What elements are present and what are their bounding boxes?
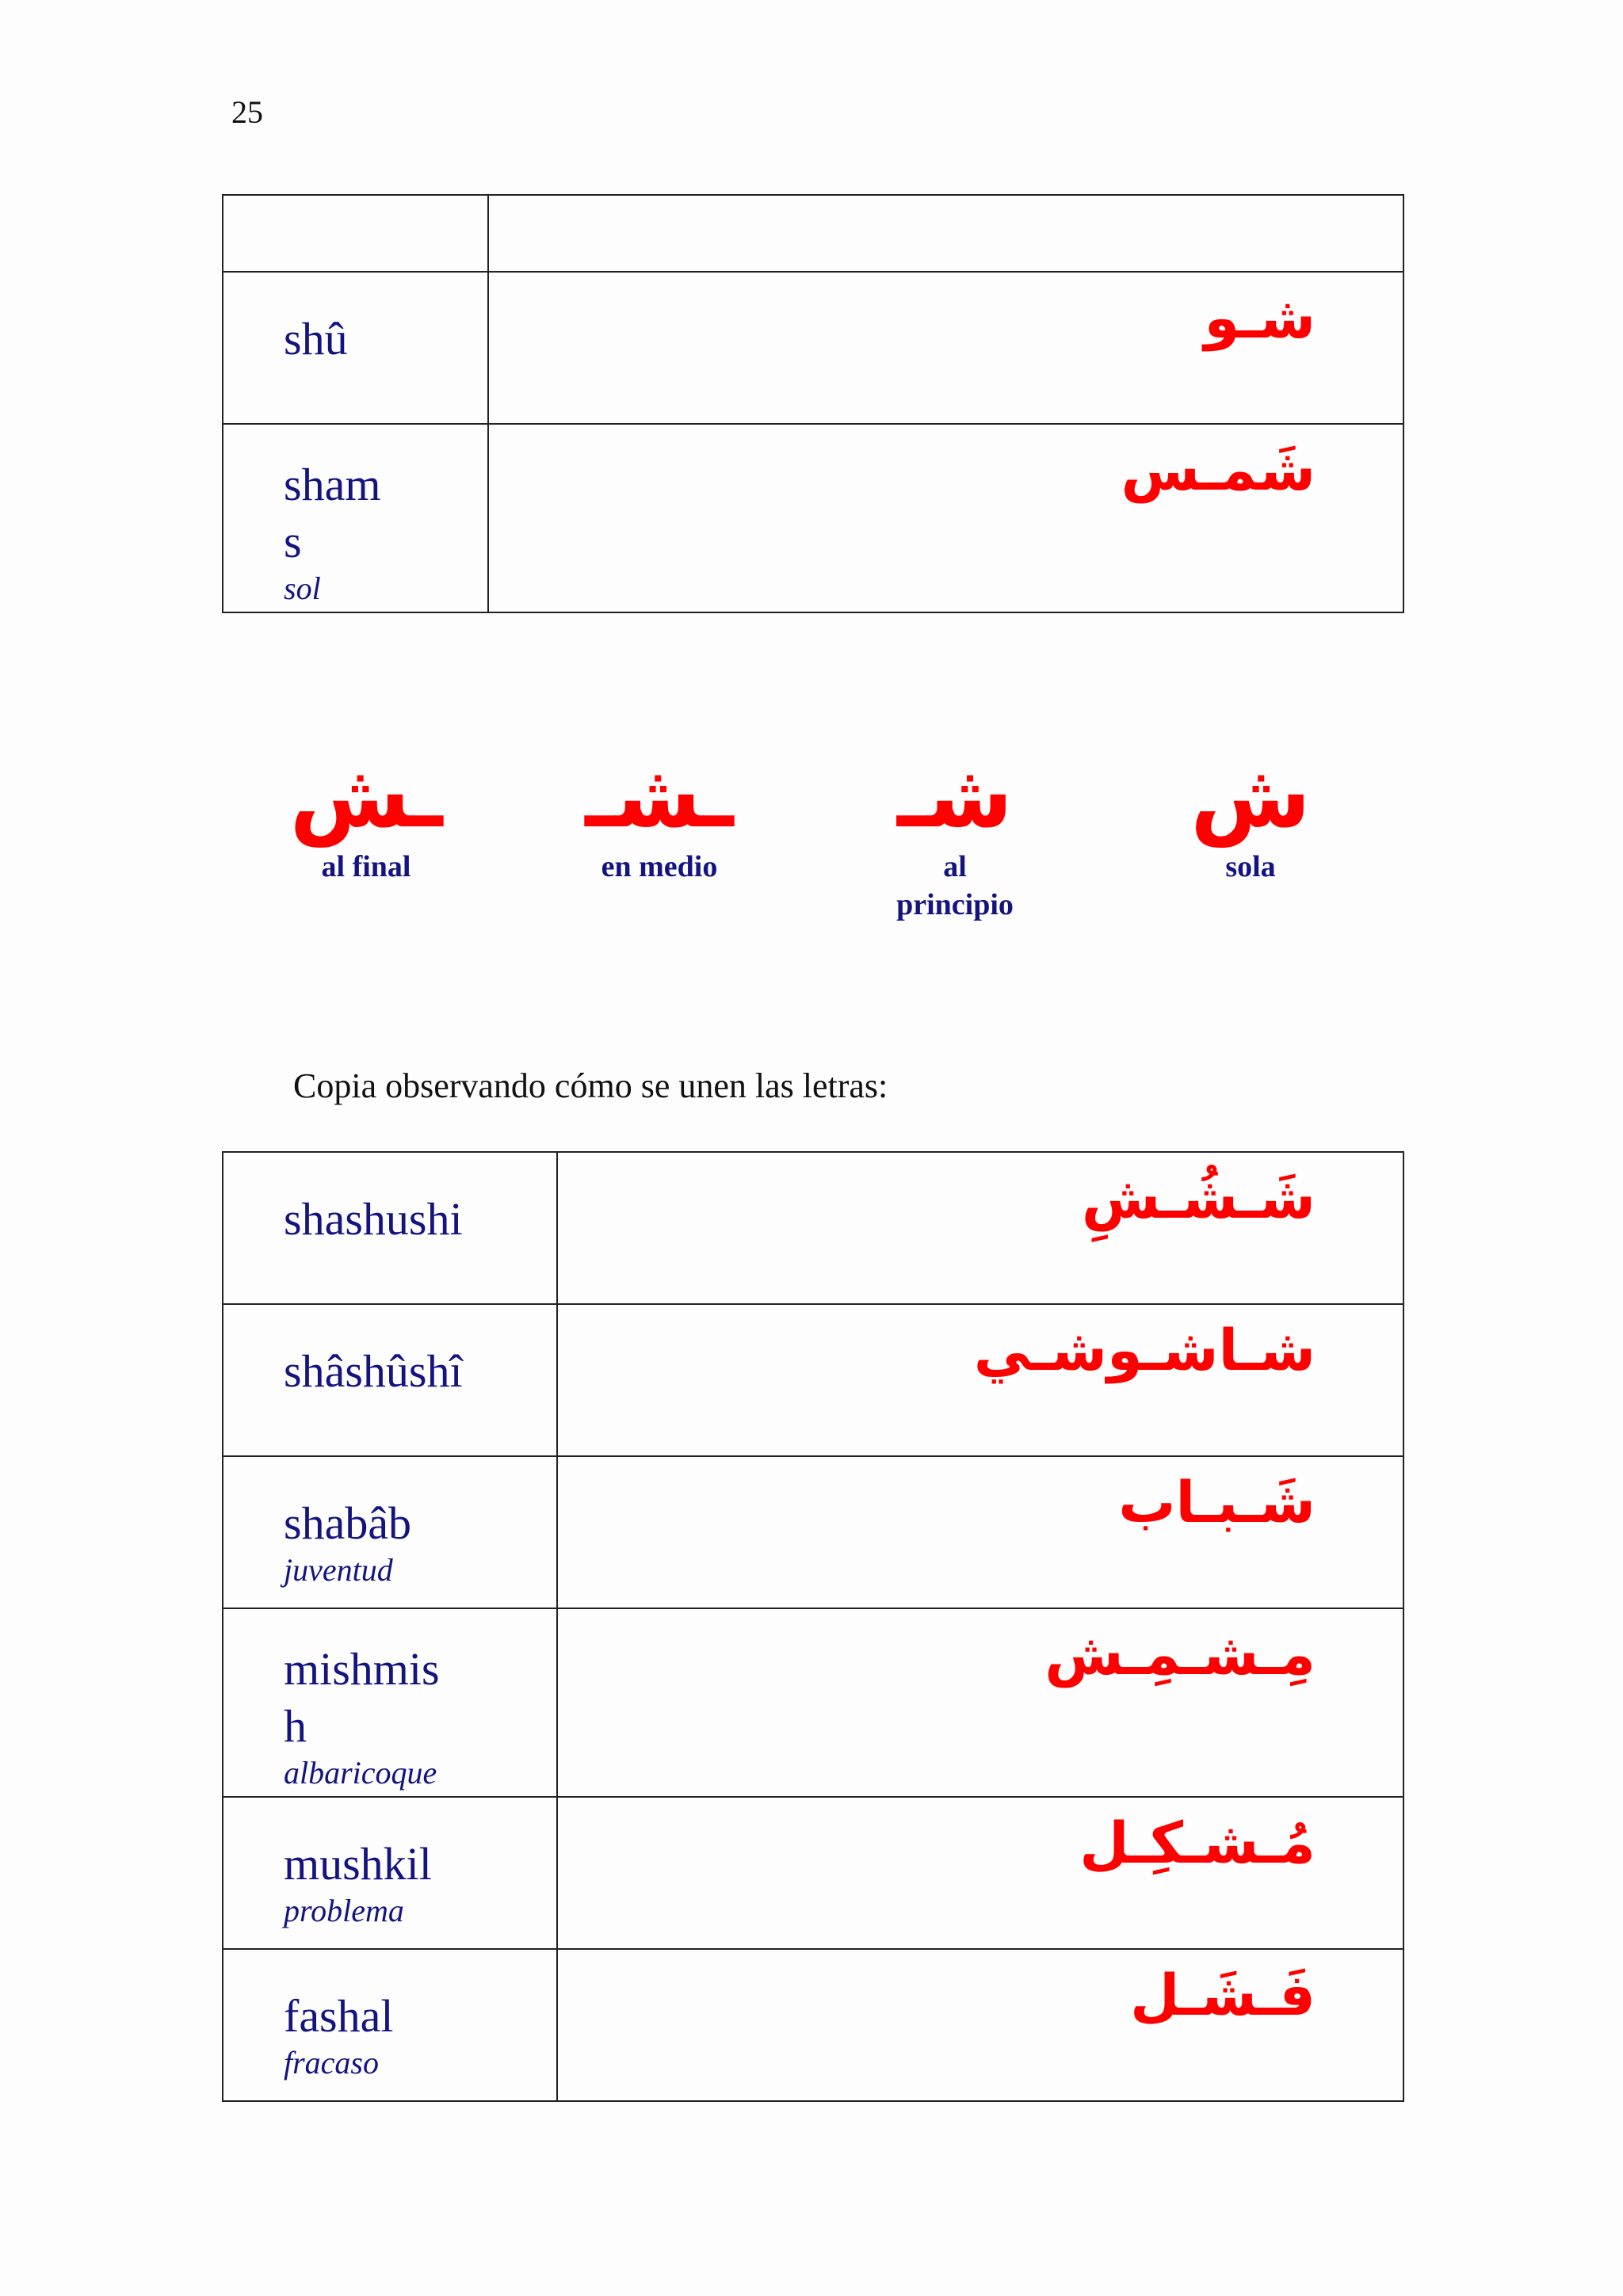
translit: shashushi [284,1193,463,1245]
translit-cell [223,272,488,424]
arabic-word: شَـشُـشِ [1081,1165,1316,1231]
writing-cell[interactable] [488,272,1403,424]
arabic-word: شَـبـاب [1118,1469,1316,1535]
arabic-word: مُـشـكِـل [1079,1810,1316,1876]
table-row [223,1608,1403,1797]
arabic-word: شـاشـوشـي [973,1317,1316,1383]
letter-form-initial [852,745,1058,924]
gloss: juventud [284,1552,393,1588]
arabic-word: شَمـس [1121,437,1316,503]
translit [223,196,487,234]
arabic-letter: شـ [897,746,1013,847]
translit: mishmis h [284,1643,440,1752]
translit-cell [223,1949,557,2101]
arabic-word: شـو [1204,284,1316,351]
table-row [223,1456,1403,1608]
gloss: albaricoque [284,1755,437,1791]
translit: sham s [284,459,381,567]
table-row [223,1949,1403,2101]
translit-cell [223,1152,557,1304]
letter-form-final [263,745,469,886]
translit: shû [284,313,348,364]
form-label: sola [1225,850,1276,883]
writing-cell[interactable] [557,1797,1403,1949]
arabic-word: مِـشـمِـش [1044,1621,1316,1688]
translit: shâshûshî [284,1345,463,1397]
arabic-letter: ش [1190,746,1311,847]
letter-form-isolated [1148,745,1354,886]
arabic-letter: ـش [289,746,443,847]
gloss: fracaso [284,2045,379,2081]
copy-table-bottom [222,1151,1404,2102]
translit-cell [223,1797,557,1949]
translit-cell [223,1608,557,1797]
arabic-word: فَـشَـل [1130,1962,1316,2028]
instruction-text: Copia observando cómo se unen las letras: [293,1066,888,1105]
writing-cell[interactable] [557,1949,1403,2101]
gloss: sol [284,570,321,606]
table-row [223,424,1403,612]
form-label: al principio [896,850,1014,921]
translit-cell [223,1304,557,1456]
table-row [223,272,1403,424]
table-row [223,1797,1403,1949]
translit-cell [223,1456,557,1608]
letter-form-medial [556,745,762,886]
table-row [223,1304,1403,1456]
page-number: 25 [231,94,263,130]
writing-cell[interactable] [488,424,1403,612]
table-row [223,195,1403,272]
arabic-letter: ـشـ [585,746,734,847]
writing-cell[interactable] [557,1608,1403,1797]
translit: shabâb [284,1497,412,1549]
translit-cell [223,195,488,272]
writing-cell[interactable] [557,1456,1403,1608]
form-label: en medio [601,850,718,883]
translit-cell [223,424,488,612]
copy-table-top [222,194,1404,613]
table-row [223,1152,1403,1304]
writing-cell[interactable] [557,1152,1403,1304]
writing-cell[interactable] [557,1304,1403,1456]
form-label: al final [321,850,411,883]
writing-cell[interactable] [488,195,1403,272]
translit: mushkil [284,1838,432,1890]
translit: fashal [284,1990,394,2042]
gloss: problema [284,1893,404,1928]
letter-forms [0,745,1623,943]
